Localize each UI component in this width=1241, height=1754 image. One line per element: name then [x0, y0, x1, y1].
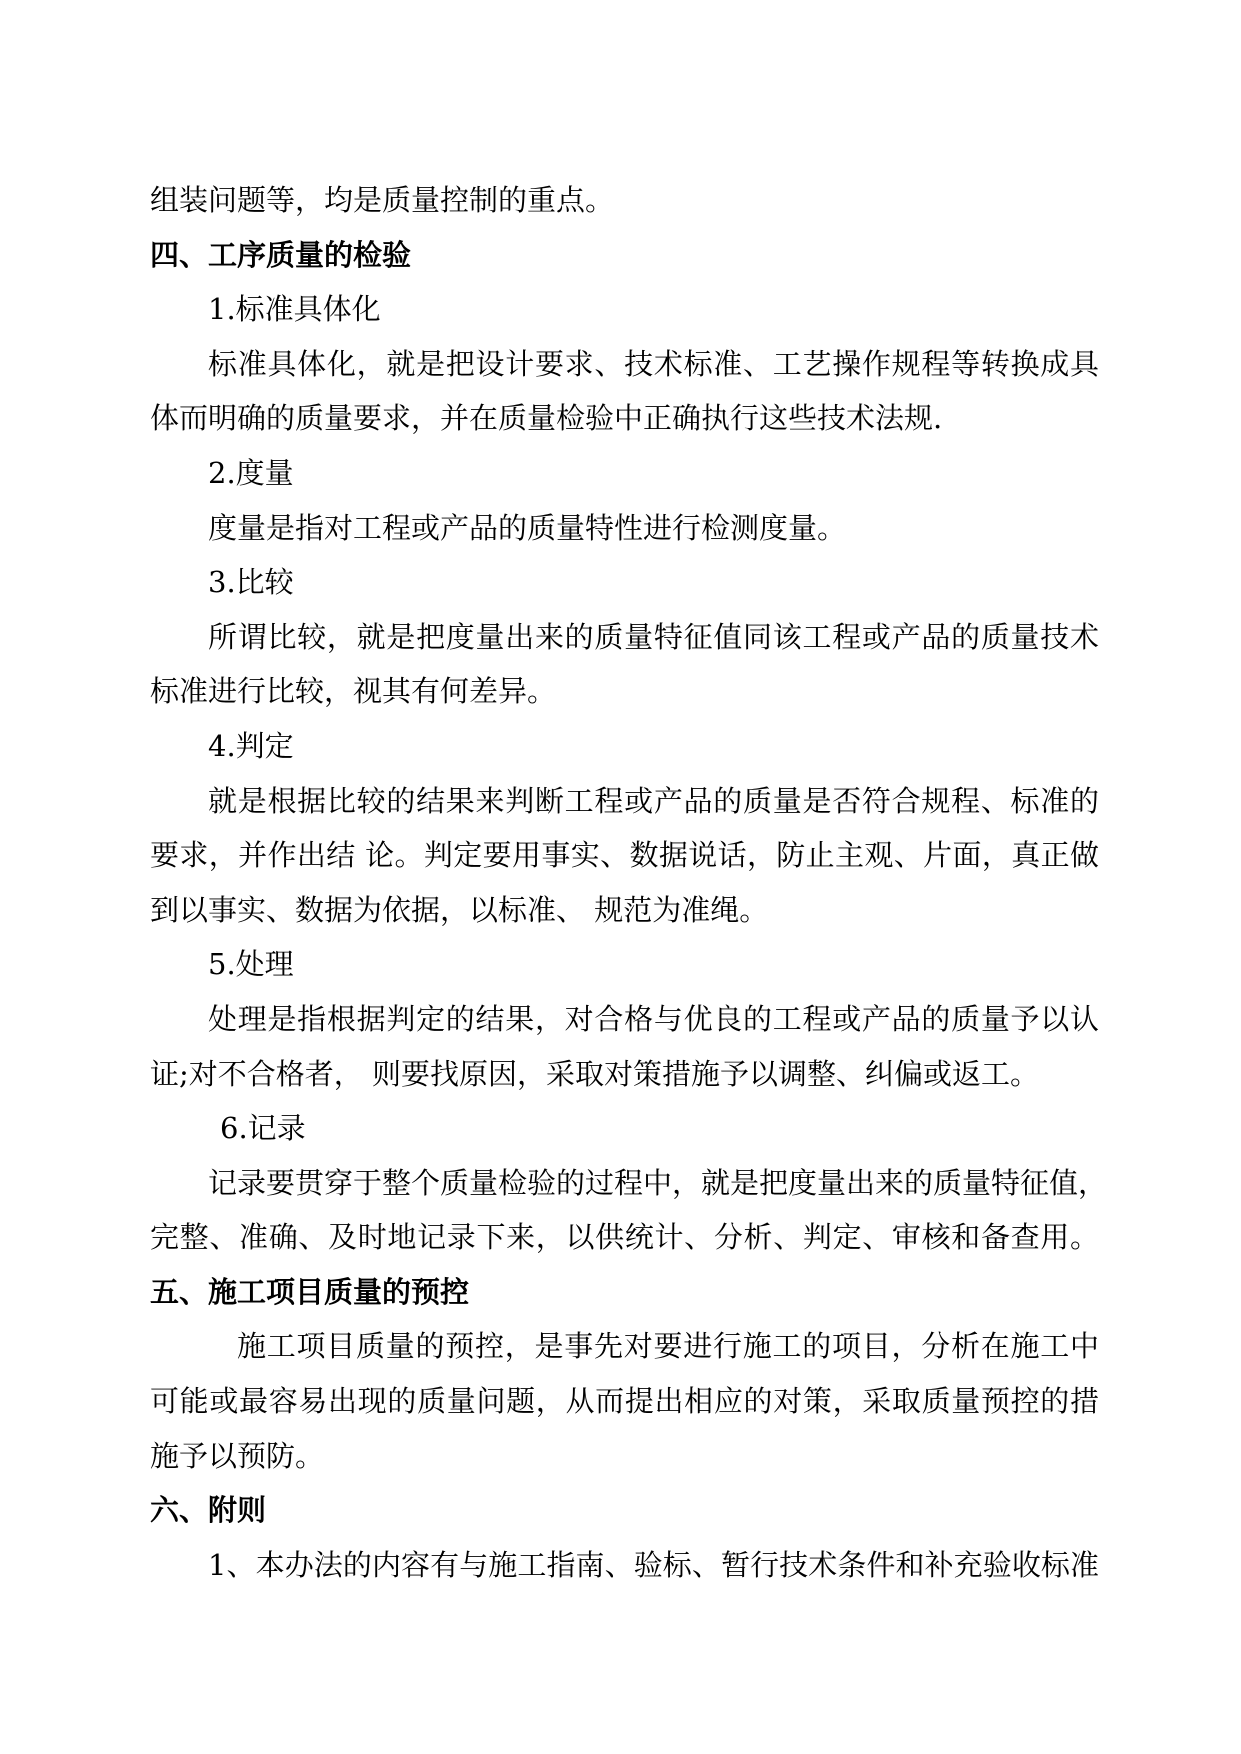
paragraph-line: 到以事实、数据为依据，以标准、 规范为准绳。 [150, 892, 769, 927]
paragraph-line: 度量是指对工程或产品的质量特性进行检测度量。 [208, 510, 847, 545]
section-quality-inspection [150, 228, 1108, 1265]
item-title: 2.度量 [208, 455, 294, 490]
paragraph-line: 体而明确的质量要求，并在质量检验中正确执行这些技术法规. [150, 401, 943, 436]
item-title: 5.处理 [208, 947, 294, 982]
intro-line: 组装问题等，均是质量控制的重点。 [150, 183, 615, 217]
item-comparison [150, 555, 1099, 719]
paragraph-line: 记录要贯穿于整个质量检验的过程中，就是把度量出来的质量特征值， [208, 1165, 1108, 1200]
paragraph-line: 施工项目质量的预控，是事先对要进行施工的项目，分析在施工中 [237, 1329, 1099, 1364]
item-judgment [150, 719, 1099, 937]
document-page [150, 173, 1108, 1592]
item-handling [150, 937, 1099, 1101]
paragraph-line: 1、本办法的内容有与施工指南、验标、暂行技术条件和补充验收标准 [208, 1547, 1099, 1582]
paragraph-line: 完整、准确、及时地记录下来，以供统计、分析、判定、审核和备查用。 [150, 1220, 1099, 1255]
section-heading: 六、附则 [150, 1493, 267, 1528]
paragraph-line: 所谓比较，就是把度量出来的质量特征值同该工程或产品的质量技术 [208, 619, 1099, 654]
paragraph-line: 就是根据比较的结果来判断工程或产品的质量是否符合规程、标准的 [208, 783, 1099, 818]
item-title: 4.判定 [208, 728, 294, 763]
paragraph-line: 要求，并作出结 论。判定要用事实、数据说话，防止主观、片面，真正做 [150, 838, 1099, 873]
paragraph-line: 标准进行比较，视其有何差异。 [150, 674, 557, 709]
section-supplementary-provisions [150, 1483, 1099, 1592]
section-quality-precontrol [150, 1265, 1099, 1483]
paragraph-line: 证;对不合格者， 则要找原因，采取对策措施予以调整、纠偏或返工。 [150, 1056, 1039, 1091]
item-measurement [150, 446, 1099, 555]
paragraph-line: 施予以预防。 [150, 1438, 325, 1473]
item-standardization [150, 282, 1099, 446]
item-title: 1.标准具体化 [208, 292, 381, 327]
paragraph-line: 处理是指根据判定的结果，对合格与优良的工程或产品的质量予以认 [208, 1001, 1099, 1036]
section-heading: 五、施工项目质量的预控 [150, 1274, 470, 1309]
paragraph-line: 标准具体化，就是把设计要求、技术标准、工艺操作规程等转换成具 [208, 346, 1099, 381]
item-title: 6.记录 [220, 1111, 306, 1146]
item-recording [150, 1101, 1108, 1265]
section-heading: 四、工序质量的检验 [150, 237, 412, 272]
paragraph-line: 可能或最容易出现的质量问题，从而提出相应的对策，采取质量预控的措 [150, 1384, 1099, 1419]
item-title: 3.比较 [208, 565, 294, 600]
